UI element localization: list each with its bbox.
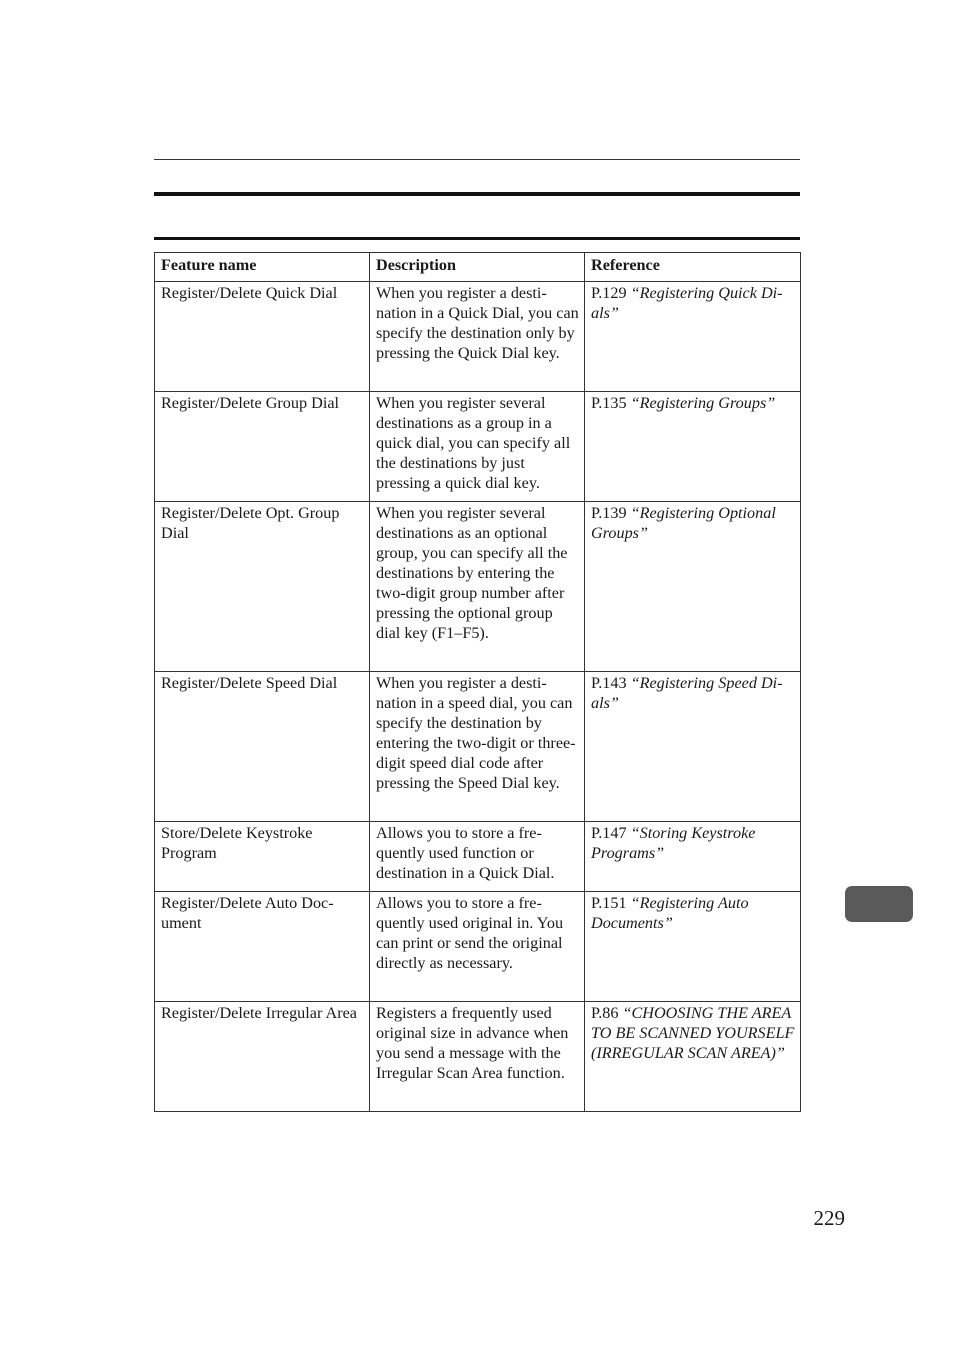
reference-page: P.147 [591,824,627,842]
description-cell: When you register a destination in a speed dial, you can specify the destination by entering the two-digit or three-digit speed dial code after pressing the Speed Dial key. [370,672,585,822]
reference-link[interactable]: “Registering Auto Documents” [591,894,749,932]
reference-cell [585,502,801,672]
description-cell: Allows you to store a frequently used original in. You can print or send the original directly as necessary. [370,892,585,1002]
reference-page: P.143 [591,674,627,692]
header-feature-name: Feature name [155,253,370,282]
feature-name-cell: Register/Delete Opt. Group Dial [155,502,370,672]
description-cell: Registers a frequently used original size in advance when you send a message with the Irregular Scan Area function. [370,1002,585,1112]
description-cell: When you register several destinations as a group in a quick dial, you can specify all the destinations by just pressing a quick dial key. [370,392,585,502]
table-top-rule [154,237,800,240]
reference-link[interactable]: “Storing Keystroke Programs” [591,824,756,862]
table-row [155,1002,801,1112]
table-row [155,392,801,502]
table-row [155,282,801,392]
reference-page: P.151 [591,894,627,912]
header-description: Description [370,253,585,282]
reference-link[interactable]: “Registering Groups” [630,394,776,412]
reference-link[interactable]: “Registering Quick Dials” [591,284,783,322]
chapter-tab [845,886,913,922]
table-row [155,892,801,1002]
reference-page: P.139 [591,504,627,522]
reference-cell [585,672,801,822]
description-cell: When you register a destination in a Quick Dial, you can specify the destination only by pressing the Quick Dial key. [370,282,585,392]
reference-link[interactable]: “Registering Optional Groups” [591,504,776,542]
reference-page: P.129 [591,284,627,302]
table-header-row [155,253,801,282]
features-table [154,252,801,1112]
feature-name-cell: Register/Delete Group Dial [155,392,370,502]
reference-link[interactable]: “CHOOSING THE AREA TO BE SCANNED YOURSELF (IRREGULAR SCAN AREA)” [591,1004,795,1062]
description-cell: When you register several destinations as an optional group, you can specify all the destinations by entering the two-digit group number after pressing the optional group dial key (F1–F5). [370,502,585,672]
page-number: 229 [813,1206,845,1230]
feature-name-cell: Register/Delete Irregular Area [155,1002,370,1112]
table-row [155,672,801,822]
feature-name-cell: Register/Delete Auto Document [155,892,370,1002]
reference-cell [585,282,801,392]
feature-name-cell: Register/Delete Quick Dial [155,282,370,392]
reference-cell [585,392,801,502]
reference-page: P.86 [591,1004,619,1022]
reference-cell [585,892,801,1002]
feature-name-cell: Store/Delete Keystroke Program [155,822,370,892]
reference-link[interactable]: “Registering Speed Dials” [591,674,783,712]
feature-name-cell: Register/Delete Speed Dial [155,672,370,822]
reference-page: P.135 [591,394,627,412]
header-rule-thick [154,192,800,196]
table-row [155,822,801,892]
reference-cell [585,1002,801,1112]
description-cell: Allows you to store a frequently used function or destination in a Quick Dial. [370,822,585,892]
header-reference: Reference [585,253,801,282]
table-row [155,502,801,672]
reference-cell [585,822,801,892]
header-rule-thin [154,159,800,160]
